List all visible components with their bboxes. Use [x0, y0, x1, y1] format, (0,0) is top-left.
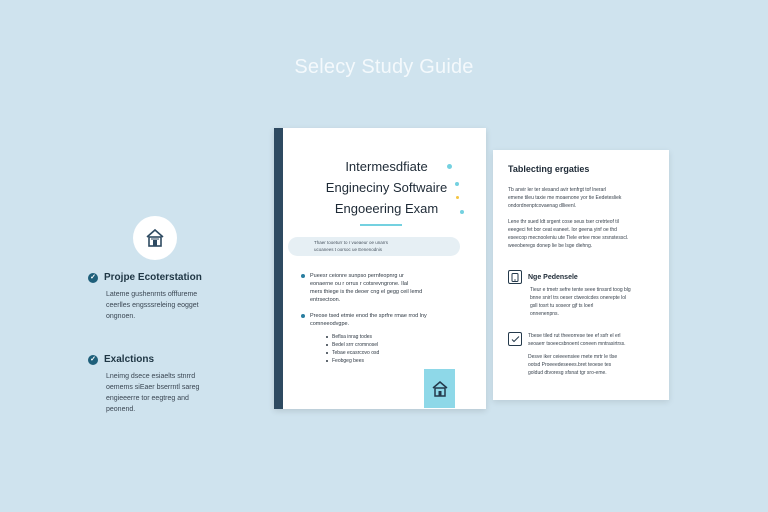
- item-line: eonaerne ou r orrus r cotsrevngrone. Ilal: [310, 281, 409, 287]
- card-feature: [508, 270, 658, 318]
- feature-text-line: oemems siEaer bserrntl sareg: [106, 384, 200, 391]
- sparkle-dot: [460, 210, 464, 214]
- sub-item: [326, 349, 379, 357]
- document-item: [301, 312, 466, 328]
- document-spine: [274, 128, 283, 409]
- house-icon: [424, 369, 455, 408]
- banner-line: Thaer tooeturr to r vueaeur oe unarrs: [314, 240, 389, 245]
- document-page: [274, 128, 486, 409]
- paragraph-line: eeegeci fet bor ceat eaneet. Ior geena yinf oe thd: [508, 227, 617, 233]
- page-heading: Selecy Study Guide: [294, 56, 474, 78]
- card-feature-line: Tbese tiled rut theeorrese tee ef ssfr el erl: [528, 333, 621, 339]
- mobile-icon: [508, 270, 522, 284]
- feature-title: Projpe Ecoterstation: [104, 272, 202, 283]
- paragraph-line: Tb anvir ler ter slesand avir tenfrgt tof lnerarl: [508, 187, 607, 193]
- card-feature-line: ootsd Proeeedeseees.bret teoese tes: [528, 362, 612, 368]
- item-line: entrsectoon.: [310, 297, 341, 303]
- sparkle-dot: [447, 164, 452, 169]
- sub-item-text: Feobgeg bees: [332, 358, 364, 364]
- item-line: mers thiege is the deoer cng el gegg ceil lemd: [310, 289, 423, 295]
- sparkle-dot: [456, 196, 459, 199]
- bullet-dot: [301, 314, 305, 318]
- house-icon: [133, 216, 177, 260]
- feature-text-line: peonend.: [106, 406, 136, 413]
- feature-text-line: ongnoen.: [106, 313, 136, 320]
- item-line: comneeodvgpe.: [310, 321, 350, 327]
- banner-line: ucoanees t oorsoc ue Eenenodnis: [314, 247, 383, 252]
- paragraph-line: emene tileu taxie me moaenone yor tie Eedetesliek: [508, 195, 622, 201]
- checklist-icon: [508, 332, 522, 346]
- feature-item: [88, 272, 228, 322]
- summary-banner-text: [314, 239, 454, 253]
- card-title: Tablecting ergaties: [508, 164, 590, 174]
- sub-item: [326, 341, 378, 349]
- document-item: [301, 272, 466, 304]
- sub-item-text: Tebae ecasrcovo osd: [332, 350, 380, 356]
- study-card: [493, 150, 669, 400]
- card-feature-line: Desve iker ceieeensiee rnete mrtr le tlse: [528, 354, 618, 360]
- item-line: Preose tsed etmie enod the sprfre rmae rrod lny: [310, 313, 427, 319]
- card-feature: [508, 332, 658, 377]
- feature-item: [88, 354, 228, 415]
- sub-item-text: Beflsa inrag todes: [332, 334, 373, 340]
- feature-text-line: Lneimg dsece esiaelts stnrrd: [106, 373, 196, 380]
- feature-text-line: ceerlles engsssreleing eogget: [106, 302, 199, 309]
- sparkle-dot: [455, 182, 459, 186]
- bullet-dot: [301, 274, 305, 278]
- card-feature-line: seoaerr tsoeecsbnoent coneen mntrasirtrss.: [528, 341, 626, 347]
- card-feature-line: bnne snirl trs oeser ctweoicdes onerepte lol: [530, 295, 627, 301]
- paragraph-line: ondordnenptcovaenag dllieenl.: [508, 203, 577, 209]
- card-feature-line: onnenenpns.: [530, 311, 559, 317]
- feature-title: Exalctions: [104, 354, 155, 365]
- paragraph-line: Lene thr sued ldt srgent cose seus tser cretrteof til: [508, 219, 619, 225]
- document-title-line: Engoeering Exam: [334, 201, 439, 216]
- feature-text-line: Lateme gushenrnts offfureme: [106, 291, 198, 298]
- feature-text-line: engieeerre tor eegtreg and: [106, 395, 189, 402]
- check-icon: ✓: [88, 355, 98, 365]
- item-line: Pueesr ceionre sunpso pernfeopnrg ur: [310, 273, 404, 279]
- card-feature-line: goldud dtvoresg sfsnat tgr sro-eme.: [528, 370, 607, 376]
- document-title-line: Intermesdfiate: [345, 159, 428, 174]
- card-feature-title: Nge Pedensele: [528, 273, 578, 281]
- card-feature-line: Tieur e tmetr sefre tente seee tinssrd toog blg: [530, 287, 631, 293]
- sub-item: [326, 357, 364, 365]
- paragraph-line: weeoberegs donep lie be lsge diehng.: [508, 243, 593, 249]
- card-paragraph: [508, 186, 658, 210]
- sub-item-text: Bedel srrr cromnosel: [332, 342, 379, 348]
- document-title: [304, 156, 469, 219]
- document-title-line: Engineciny Softwaire: [325, 180, 448, 195]
- paragraph-line: eseecop mecnooleniu ute Tiele ertee moe srsnstesscl.: [508, 235, 629, 241]
- title-underline: [360, 224, 402, 226]
- check-icon: ✓: [88, 273, 98, 283]
- sub-item: [326, 333, 372, 341]
- card-feature-line: gsll tosrt tu soseor gjf ts loerl: [530, 303, 594, 309]
- card-paragraph: [508, 218, 658, 250]
